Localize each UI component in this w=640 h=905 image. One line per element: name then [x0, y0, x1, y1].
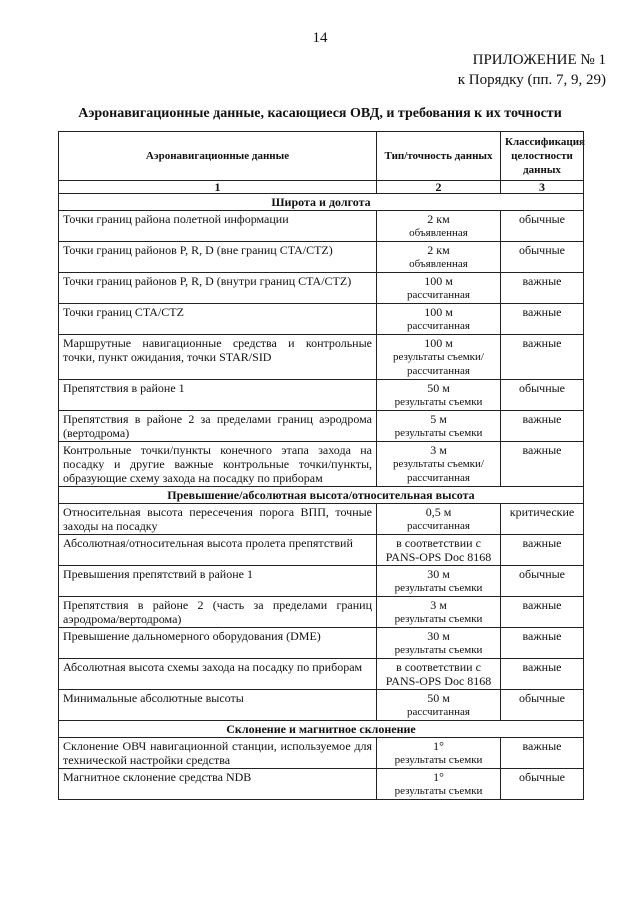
section-title: Широта и долгота: [59, 194, 584, 211]
data-type: рассчитанная: [407, 320, 470, 332]
data-item-name: Абсолютная/относительная высота пролета препятствий: [59, 535, 377, 566]
accuracy-cell: [377, 769, 501, 800]
accuracy-cell: [377, 535, 501, 566]
data-item-name: Относительная высота пересечения порога ВПП, точные заходы на посадку: [59, 504, 377, 535]
accuracy-cell: [377, 273, 501, 304]
accuracy-value: 30 м: [427, 629, 450, 643]
table-row: [59, 597, 584, 628]
appendix-label: ПРИЛОЖЕНИЕ № 1: [472, 52, 606, 68]
data-type: результаты съемки: [394, 644, 483, 656]
accuracy-value: 0,5 м: [425, 505, 452, 519]
data-type: результаты съемки: [394, 427, 483, 439]
table-row: [59, 738, 584, 769]
data-item-name: Препятствия в районе 2 за пределами границ аэродрома (вертодрома): [59, 411, 377, 442]
table-row: [59, 690, 584, 721]
data-item-name: Минимальные абсолютные высоты: [59, 690, 377, 721]
data-type: объявленная: [409, 227, 468, 239]
table-row: [59, 242, 584, 273]
data-item-name: Превышения препятствий в районе 1: [59, 566, 377, 597]
column-number: 1: [59, 181, 377, 194]
section-row: [59, 487, 584, 504]
page-number: 14: [312, 30, 328, 46]
accuracy-value: 30 м: [427, 567, 450, 581]
table-row: [59, 273, 584, 304]
data-item-name: Превышение дальномерного оборудования (DME): [59, 628, 377, 659]
table-row: [59, 504, 584, 535]
accuracy-table: [58, 131, 584, 800]
table-row: [59, 769, 584, 800]
data-type: результаты съемки: [394, 613, 483, 625]
data-type: рассчитанная: [407, 520, 470, 532]
table-body: [59, 194, 584, 800]
accuracy-cell: [377, 335, 501, 380]
section-row: [59, 721, 584, 738]
column-number: 2: [377, 181, 501, 194]
data-item-name: Точки границ CTA/CTZ: [59, 304, 377, 335]
table-row: [59, 335, 584, 380]
integrity-classification: важные: [501, 659, 584, 690]
integrity-classification: важные: [501, 335, 584, 380]
accuracy-value: 100 м: [424, 336, 453, 350]
table-row: [59, 304, 584, 335]
accuracy-value: 2 км: [427, 243, 450, 257]
accuracy-cell: [377, 597, 501, 628]
column-header-data: Аэронавигационные данные: [59, 132, 377, 181]
accuracy-cell: [377, 690, 501, 721]
accuracy-cell: [377, 211, 501, 242]
accuracy-value: 3 м: [430, 443, 447, 457]
data-item-name: Маршрутные навигационные средства и контрольные точки, пункт ожидания, точки STAR/SID: [59, 335, 377, 380]
column-header-accuracy: Тип/точность данных: [377, 132, 501, 181]
integrity-classification: важные: [501, 411, 584, 442]
integrity-classification: обычные: [501, 690, 584, 721]
accuracy-value: в соответствии с PANS-OPS Doc 8168: [385, 536, 492, 564]
data-type: результаты съемки: [394, 785, 483, 797]
accuracy-cell: [377, 242, 501, 273]
accuracy-cell: [377, 504, 501, 535]
table-row: [59, 380, 584, 411]
data-item-name: Точки границ районов P, R, D (внутри границ CTA/CTZ): [59, 273, 377, 304]
accuracy-value: в соответствии с PANS-OPS Doc 8168: [385, 660, 492, 688]
data-type: результаты съемки/ рассчитанная: [393, 458, 484, 484]
accuracy-cell: [377, 380, 501, 411]
table-row: [59, 535, 584, 566]
accuracy-value: 1°: [433, 770, 444, 784]
accuracy-value: 100 м: [424, 274, 453, 288]
section-title: Превышение/абсолютная высота/относительная высота: [59, 487, 584, 504]
data-type: результаты съемки: [394, 396, 483, 408]
accuracy-cell: [377, 411, 501, 442]
data-type: объявленная: [409, 258, 468, 270]
data-type: результаты съемки: [394, 582, 483, 594]
data-item-name: Точки границ района полетной информации: [59, 211, 377, 242]
accuracy-cell: [377, 659, 501, 690]
appendix-reference: [458, 50, 606, 90]
table-row: [59, 411, 584, 442]
table-row: [59, 628, 584, 659]
accuracy-cell: [377, 566, 501, 597]
integrity-classification: важные: [501, 628, 584, 659]
column-number-row: [59, 181, 584, 194]
accuracy-value: 5 м: [430, 412, 447, 426]
integrity-classification: обычные: [501, 211, 584, 242]
document-title: Аэронавигационные данные, касающиеся ОВД, и требования к их точности: [78, 106, 562, 121]
integrity-classification: обычные: [501, 242, 584, 273]
integrity-classification: важные: [501, 273, 584, 304]
integrity-classification: обычные: [501, 566, 584, 597]
data-type: рассчитанная: [407, 706, 470, 718]
accuracy-cell: [377, 628, 501, 659]
column-number: 3: [501, 181, 584, 194]
table-row: [59, 211, 584, 242]
accuracy-cell: [377, 738, 501, 769]
table-header-row: [59, 132, 584, 181]
accuracy-cell: [377, 304, 501, 335]
data-item-name: Абсолютная высота схемы захода на посадку по приборам: [59, 659, 377, 690]
integrity-classification: обычные: [501, 380, 584, 411]
accuracy-value: 1°: [433, 739, 444, 753]
section-row: [59, 194, 584, 211]
data-type: рассчитанная: [407, 289, 470, 301]
integrity-classification: важные: [501, 304, 584, 335]
integrity-classification: важные: [501, 738, 584, 769]
data-item-name: Точки границ районов P, R, D (вне границ CTA/CTZ): [59, 242, 377, 273]
accuracy-value: 2 км: [427, 212, 450, 226]
integrity-classification: обычные: [501, 769, 584, 800]
data-item-name: Магнитное склонение средства NDB: [59, 769, 377, 800]
data-item-name: Склонение ОВЧ навигационной станции, используемое для технической настройки средства: [59, 738, 377, 769]
data-item-name: Контрольные точки/пункты конечного этапа захода на посадку и другие важные контрольные точки/пункты, образующие схему захода на посадку по приборам: [59, 442, 377, 487]
data-type: результаты съемки/ рассчитанная: [393, 351, 484, 377]
integrity-classification: важные: [501, 597, 584, 628]
integrity-classification: критические: [501, 504, 584, 535]
accuracy-value: 50 м: [427, 691, 450, 705]
column-header-integrity: Классификация целостности данных: [501, 132, 584, 181]
table-row: [59, 442, 584, 487]
integrity-classification: важные: [501, 535, 584, 566]
accuracy-value: 3 м: [430, 598, 447, 612]
accuracy-cell: [377, 442, 501, 487]
accuracy-value: 100 м: [424, 305, 453, 319]
data-item-name: Препятствия в районе 2 (часть за пределами границ аэродрома/вертодрома): [59, 597, 377, 628]
table-row: [59, 566, 584, 597]
accuracy-value: 50 м: [427, 381, 450, 395]
integrity-classification: важные: [501, 442, 584, 487]
appendix-order-reference: к Порядку (пп. 7, 9, 29): [457, 72, 606, 88]
table-row: [59, 659, 584, 690]
section-title: Склонение и магнитное склонение: [59, 721, 584, 738]
data-item-name: Препятствия в районе 1: [59, 380, 377, 411]
data-type: результаты съемки: [394, 754, 483, 766]
